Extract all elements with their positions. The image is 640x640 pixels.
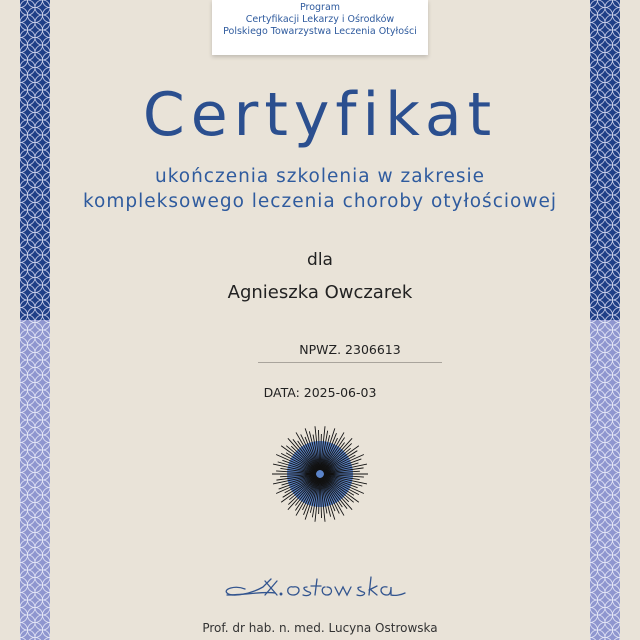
starburst-emblem-icon bbox=[270, 424, 370, 524]
program-header-tab bbox=[212, 0, 428, 55]
subtitle-line-1: ukończenia szkolenia w zakresie bbox=[154, 166, 485, 187]
recipient-name: Agnieszka Owczarek bbox=[227, 282, 413, 303]
signer-name: Prof. dr hab. n. med. Lucyna Ostrowska bbox=[202, 621, 438, 635]
program-line-3: Polskiego Towarzystwa Leczenia Otyłości bbox=[223, 26, 417, 37]
certificate-date: DATA: 2025-06-03 bbox=[263, 385, 377, 400]
left-decorative-border bbox=[20, 0, 50, 640]
for-label: dla bbox=[307, 250, 333, 270]
certificate-page bbox=[50, 0, 590, 640]
certificate-subtitle bbox=[50, 164, 590, 214]
program-line-2: Certyfikacji Lekarzy i Ośrodków bbox=[245, 14, 395, 25]
npwz-number: NPWZ. 2306613 bbox=[258, 341, 442, 363]
program-line-1: Program bbox=[299, 2, 341, 13]
certificate-title: Certyfikat bbox=[142, 80, 498, 150]
handwritten-signature bbox=[215, 565, 415, 605]
subtitle-line-2: kompleksowego leczenia choroby otyłościowej bbox=[83, 191, 557, 212]
right-decorative-border bbox=[590, 0, 620, 640]
